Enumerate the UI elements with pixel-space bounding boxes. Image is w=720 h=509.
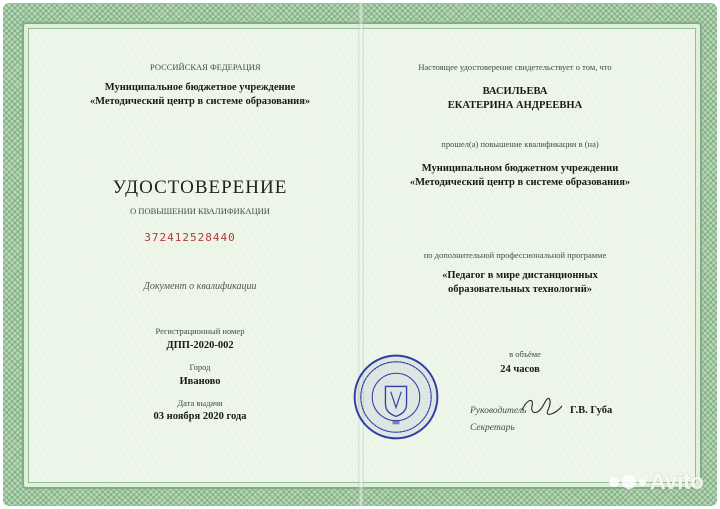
city-value: Иваново (179, 376, 221, 387)
document-title: УДОСТОВЕРЕНИЕ (112, 177, 288, 198)
issue-date: 03 ноября 2020 года (153, 411, 247, 422)
left-org-line1: Муниципальное бюджетное учреждение (104, 82, 296, 93)
right-org-line1: Муниципальном бюджетном учреждении (421, 163, 619, 174)
city-label: Город (189, 362, 211, 372)
country-label: РОССИЙСКАЯ ФЕДЕРАЦИЯ (150, 62, 261, 72)
document-type: Документ о квалификации (143, 281, 257, 292)
volume-label: в объёме (509, 349, 541, 359)
intro-text: Настоящее удостоверение свидетельствует о том, что (418, 62, 612, 72)
head-name: Г.В. Губа (570, 405, 613, 416)
program-line1: «Педагог в мире дистанционных (442, 270, 598, 281)
program-label: по дополнительной профессиональной программе (423, 250, 607, 260)
registration-number: ДПП-2020-002 (166, 340, 234, 351)
right-org-line2: «Методический центр в системе образования» (409, 177, 631, 188)
holder-surname: ВАСИЛЬЕВА (482, 86, 548, 97)
program-line2: образовательных технологий» (447, 284, 593, 295)
signature-icon (518, 396, 564, 418)
secretary-label: Секретарь (470, 423, 515, 433)
registration-label: Регистрационный номер (155, 326, 245, 336)
passed-text: прошел(а) повышение квалификации в (на) (441, 139, 599, 149)
watermark-text: Avito (649, 469, 704, 494)
avito-logo-icon (609, 475, 646, 489)
serial-number: 372412528440 (144, 231, 236, 244)
volume-value: 24 часов (500, 364, 540, 375)
document-subtitle: О ПОВЫШЕНИИ КВАЛИФИКАЦИИ (130, 206, 270, 216)
left-org-line2: «Методический центр в системе образования» (89, 96, 311, 107)
date-label: Дата выдачи (177, 398, 223, 408)
head-label: Руководитель (470, 406, 527, 416)
avito-watermark (609, 469, 704, 495)
holder-name: ЕКАТЕРИНА АНДРЕЕВНА (447, 100, 583, 111)
official-seal-icon (352, 353, 440, 441)
